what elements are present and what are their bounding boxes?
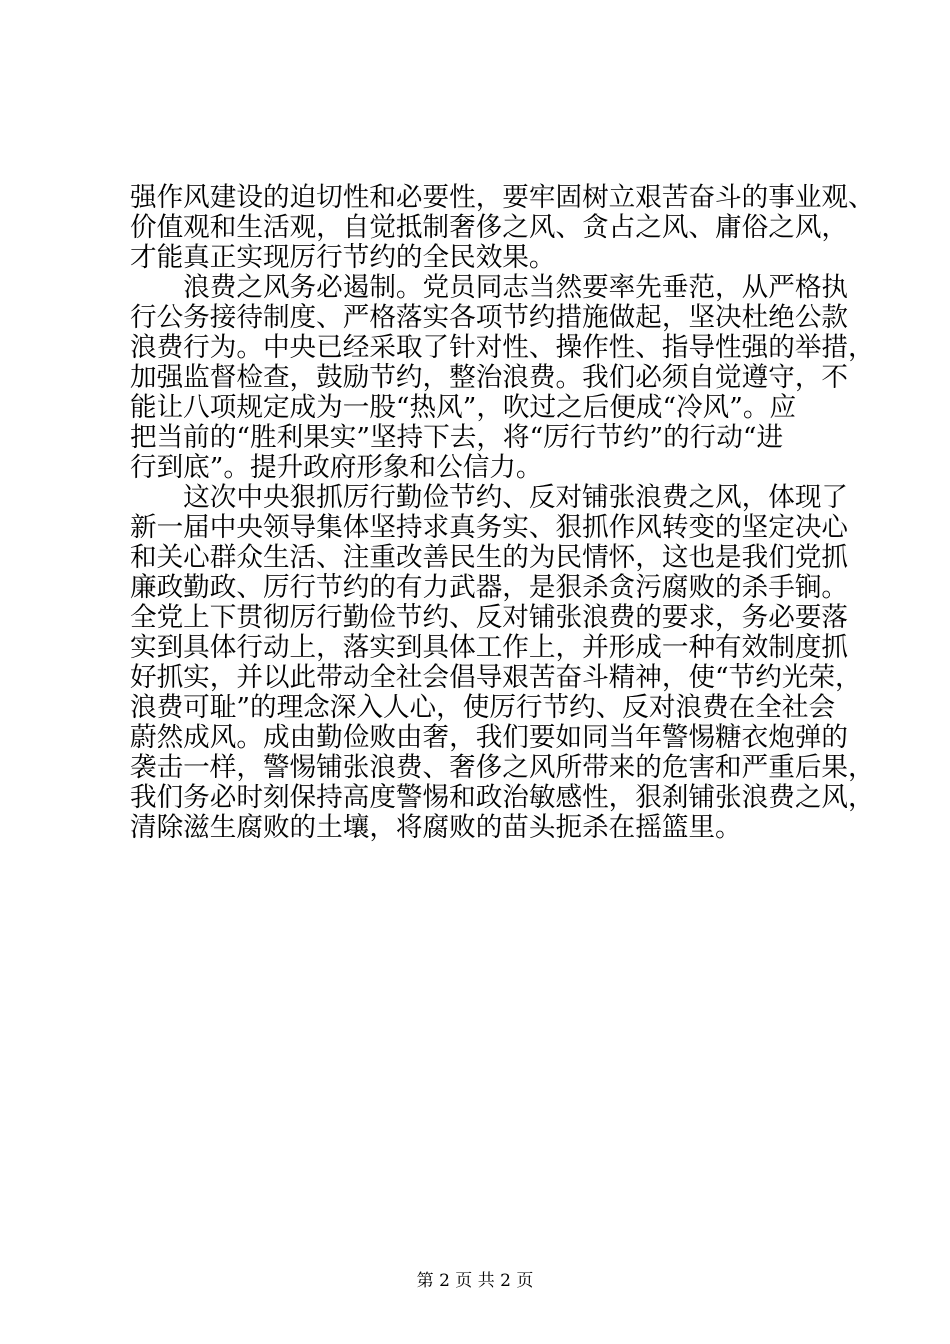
body-text-line: 浪费可耻”的理念深入人心，使厉行节约、反对浪费在全社会 (130, 692, 836, 723)
body-text-line: 好抓实，并以此带动全社会倡导艰苦奋斗精神，使“节约光荣， (130, 662, 862, 693)
body-text-line: 强作风建设的迫切性和必要性，要牢固树立艰苦奋斗的事业观、 (130, 182, 875, 213)
page-number-footer: 第 2 页 共 2 页 (416, 1271, 534, 1291)
body-text-line: 这次中央狠抓厉行勤俭节约、反对铺张浪费之风，体现了 (130, 482, 849, 513)
body-text-line: 价值观和生活观，自觉抵制奢侈之风、贪占之风、庸俗之风， (130, 212, 849, 243)
body-text-line: 袭击一样，警惕铺张浪费、奢侈之风所带来的危害和严重后果， (130, 752, 875, 783)
body-text-line: 和关心群众生活、注重改善民生的为民情怀，这也是我们党抓 (130, 542, 849, 573)
body-text-line: 浪费之风务必遏制。党员同志当然要率先垂范，从严格执 (130, 272, 849, 303)
body-text-line: 新一届中央领导集体坚持求真务实、狠抓作风转变的坚定决心 (130, 512, 849, 543)
body-text-line: 行到底”。提升政府形象和公信力。 (130, 452, 543, 483)
body-text-line: 浪费行为。中央已经采取了针对性、操作性、指导性强的举措， (130, 332, 875, 363)
body-text-line: 蔚然成风。成由勤俭败由奢，我们要如同当年警惕糖衣炮弹的 (130, 722, 849, 753)
body-text-line: 我们务必时刻保持高度警惕和政治敏感性，狠刹铺张浪费之风， (130, 782, 875, 813)
body-text-line: 实到具体行动上，落实到具体工作上，并形成一种有效制度抓 (130, 632, 849, 663)
body-text-line: 全党上下贯彻厉行勤俭节约、反对铺张浪费的要求，务必要落 (130, 602, 849, 633)
body-text-line: 能让八项规定成为一股“热风”，吹过之后便成“冷风”。应 (130, 392, 797, 423)
body-text-line: 加强监督检查，鼓励节约，整治浪费。我们必须自觉遵守，不 (130, 362, 849, 393)
body-text-line: 行公务接待制度、严格落实各项节约措施做起，坚决杜绝公款 (130, 302, 849, 333)
body-text-line: 清除滋生腐败的土壤，将腐败的苗头扼杀在摇篮里。 (130, 812, 742, 843)
body-text-line: 廉政勤政、厉行节约的有力武器，是狠杀贪污腐败的杀手锏。 (130, 572, 849, 603)
body-text-line: 才能真正实现厉行节约的全民效果。 (130, 242, 556, 273)
body-text-line: 把当前的“胜利果实”坚持下去，将“厉行节约”的行动“进 (130, 422, 784, 453)
